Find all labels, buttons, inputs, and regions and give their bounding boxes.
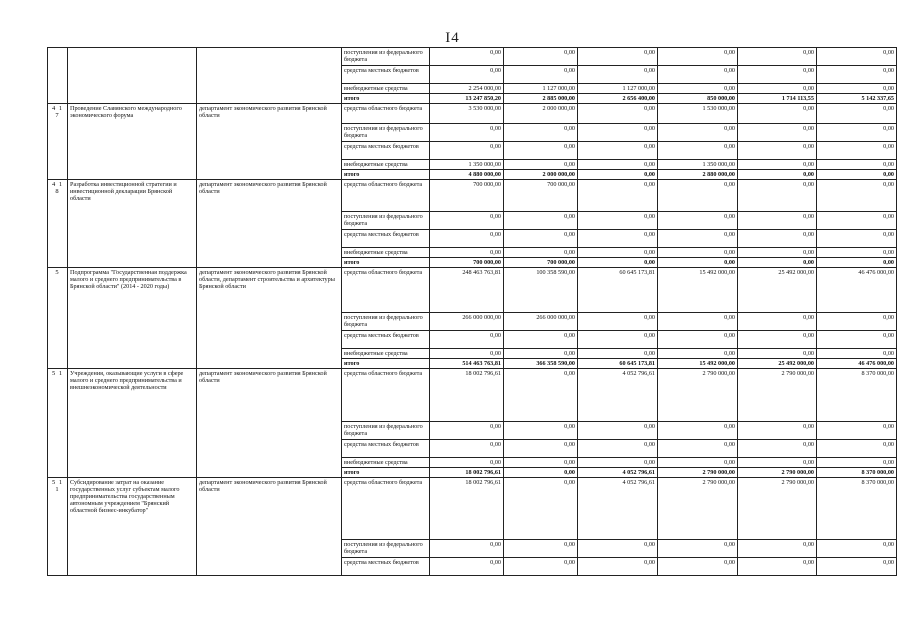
amount-cell: 0,00	[738, 170, 817, 180]
amount-cell: 0,00	[430, 349, 504, 359]
item-code: 5 1	[48, 369, 68, 478]
amount-cell: 0,00	[817, 160, 897, 170]
amount-cell: 0,00	[504, 422, 578, 440]
funding-source: поступления из федерального бюджета	[342, 48, 430, 66]
amount-cell: 0,00	[738, 66, 817, 84]
amount-cell: 0,00	[578, 313, 658, 331]
amount-cell: 60 645 173,81	[578, 268, 658, 313]
item-name: Учреждения, оказывающие услуги в сфере малого и среднего предпринимательства и внешнеэкономической деятельности	[68, 369, 197, 478]
amount-cell: 0,00	[430, 212, 504, 230]
amount-cell: 0,00	[738, 142, 817, 160]
amount-cell: 0,00	[578, 349, 658, 359]
amount-cell: 0,00	[430, 422, 504, 440]
table-row	[48, 180, 897, 212]
amount-cell: 0,00	[817, 440, 897, 458]
amount-cell: 0,00	[578, 440, 658, 458]
amount-cell: 25 492 000,00	[738, 359, 817, 369]
amount-cell: 366 358 590,00	[504, 359, 578, 369]
amount-cell: 0,00	[578, 331, 658, 349]
amount-cell: 0,00	[658, 540, 738, 558]
amount-cell: 0,00	[658, 230, 738, 248]
amount-cell: 0,00	[658, 248, 738, 258]
amount-cell: 0,00	[738, 349, 817, 359]
amount-cell: 8 370 000,00	[817, 468, 897, 478]
table-row	[48, 48, 897, 66]
amount-cell: 0,00	[738, 558, 817, 576]
item-name: Субсидирование затрат на оказание государственных услуг субъектам малого предпринимательства государственным автономным учреждением "Брянский областной бизнес-инкубатор"	[68, 478, 197, 576]
amount-cell: 0,00	[504, 230, 578, 248]
amount-cell: 0,00	[578, 212, 658, 230]
table-row	[48, 104, 897, 124]
funding-source: средства областного бюджета	[342, 180, 430, 212]
amount-cell: 100 358 590,00	[504, 268, 578, 313]
item-code: 4 1 7	[48, 104, 68, 180]
funding-source: средства местных бюджетов	[342, 142, 430, 160]
amount-cell: 0,00	[738, 248, 817, 258]
amount-cell: 0,00	[817, 124, 897, 142]
amount-cell: 0,00	[578, 170, 658, 180]
funding-source: средства местных бюджетов	[342, 440, 430, 458]
amount-cell: 0,00	[817, 540, 897, 558]
amount-cell: 0,00	[504, 48, 578, 66]
amount-cell: 0,00	[738, 84, 817, 94]
funding-source: средства областного бюджета	[342, 369, 430, 422]
amount-cell: 0,00	[504, 478, 578, 540]
amount-cell: 0,00	[658, 48, 738, 66]
amount-cell: 0,00	[658, 558, 738, 576]
item-name: Подпрограмма "Государственная поддержка малого и среднего предпринимательства в Брянской области" (2014 - 2020 годы)	[68, 268, 197, 369]
amount-cell: 0,00	[578, 48, 658, 66]
amount-cell: 18 002 796,61	[430, 369, 504, 422]
amount-cell: 0,00	[817, 248, 897, 258]
item-executor	[197, 48, 342, 104]
amount-cell: 25 492 000,00	[738, 268, 817, 313]
item-code: 5	[48, 268, 68, 369]
amount-cell: 0,00	[578, 124, 658, 142]
amount-cell: 0,00	[817, 180, 897, 212]
amount-cell: 0,00	[504, 212, 578, 230]
amount-cell: 2 254 000,00	[430, 84, 504, 94]
amount-cell: 46 476 000,00	[817, 359, 897, 369]
amount-cell: 4 052 796,61	[578, 478, 658, 540]
funding-source: средства местных бюджетов	[342, 230, 430, 248]
amount-cell: 0,00	[430, 248, 504, 258]
amount-cell: 0,00	[504, 458, 578, 468]
amount-cell: 248 463 763,81	[430, 268, 504, 313]
amount-cell: 2 790 000,00	[738, 369, 817, 422]
amount-cell: 13 247 850,20	[430, 94, 504, 104]
amount-cell: 2 790 000,00	[658, 468, 738, 478]
amount-cell: 18 002 796,61	[430, 478, 504, 540]
amount-cell: 266 000 000,00	[430, 313, 504, 331]
amount-cell: 0,00	[817, 84, 897, 94]
amount-cell: 0,00	[738, 440, 817, 458]
item-code: 4 1 8	[48, 180, 68, 268]
amount-cell: 0,00	[430, 458, 504, 468]
amount-cell: 0,00	[504, 248, 578, 258]
amount-cell: 0,00	[430, 558, 504, 576]
amount-cell: 0,00	[658, 66, 738, 84]
amount-cell: 2 790 000,00	[738, 468, 817, 478]
amount-cell: 0,00	[658, 258, 738, 268]
amount-cell: 0,00	[738, 230, 817, 248]
funding-source: поступления из федерального бюджета	[342, 313, 430, 331]
funding-source: средства местных бюджетов	[342, 66, 430, 84]
amount-cell: 0,00	[738, 458, 817, 468]
amount-cell: 0,00	[578, 66, 658, 84]
amount-cell: 0,00	[817, 142, 897, 160]
funding-source: итого	[342, 94, 430, 104]
amount-cell: 0,00	[504, 349, 578, 359]
amount-cell: 4 052 796,61	[578, 468, 658, 478]
amount-cell: 0,00	[817, 349, 897, 359]
amount-cell: 0,00	[578, 248, 658, 258]
amount-cell: 0,00	[504, 468, 578, 478]
amount-cell: 0,00	[658, 180, 738, 212]
amount-cell: 0,00	[658, 440, 738, 458]
amount-cell: 18 002 796,61	[430, 468, 504, 478]
amount-cell: 0,00	[738, 48, 817, 66]
funding-source: внебюджетные средства	[342, 349, 430, 359]
amount-cell: 1 714 113,55	[738, 94, 817, 104]
amount-cell: 4 880 000,00	[430, 170, 504, 180]
funding-source: поступления из федерального бюджета	[342, 212, 430, 230]
amount-cell: 700 000,00	[430, 180, 504, 212]
funding-source: поступления из федерального бюджета	[342, 124, 430, 142]
amount-cell: 5 142 337,65	[817, 94, 897, 104]
item-name	[68, 48, 197, 104]
item-executor: департамент экономического развития Брянской области	[197, 180, 342, 268]
amount-cell: 0,00	[578, 558, 658, 576]
funding-source: средства областного бюджета	[342, 478, 430, 540]
amount-cell: 0,00	[817, 422, 897, 440]
amount-cell: 0,00	[738, 422, 817, 440]
amount-cell: 0,00	[430, 48, 504, 66]
item-name: Разработка инвестиционной стратегии и инвестиционной декларации Брянской области	[68, 180, 197, 268]
amount-cell: 0,00	[817, 104, 897, 124]
amount-cell: 2 000 000,00	[504, 104, 578, 124]
amount-cell: 0,00	[658, 349, 738, 359]
item-name: Проведение Славянского международного экономического форума	[68, 104, 197, 180]
amount-cell: 0,00	[578, 258, 658, 268]
amount-cell: 0,00	[738, 331, 817, 349]
amount-cell: 0,00	[504, 142, 578, 160]
amount-cell: 8 370 000,00	[817, 369, 897, 422]
amount-cell: 266 000 000,00	[504, 313, 578, 331]
funding-source: поступления из федерального бюджета	[342, 422, 430, 440]
amount-cell: 15 492 000,00	[658, 359, 738, 369]
amount-cell: 0,00	[658, 331, 738, 349]
amount-cell: 700 000,00	[504, 180, 578, 212]
amount-cell: 1 350 000,00	[430, 160, 504, 170]
amount-cell: 0,00	[817, 331, 897, 349]
amount-cell: 700 000,00	[504, 258, 578, 268]
table-row	[48, 478, 897, 540]
amount-cell: 0,00	[430, 66, 504, 84]
amount-cell: 2 000 000,00	[504, 170, 578, 180]
amount-cell: 514 463 763,81	[430, 359, 504, 369]
item-executor: департамент экономического развития Брянской области	[197, 369, 342, 478]
amount-cell: 0,00	[658, 124, 738, 142]
page-number: I4	[445, 30, 460, 46]
amount-cell: 0,00	[504, 66, 578, 84]
amount-cell: 1 127 000,00	[578, 84, 658, 94]
amount-cell: 0,00	[817, 48, 897, 66]
amount-cell: 2 790 000,00	[658, 369, 738, 422]
amount-cell: 8 370 000,00	[817, 478, 897, 540]
amount-cell: 4 052 796,61	[578, 369, 658, 422]
table-row	[48, 369, 897, 422]
funding-source: итого	[342, 359, 430, 369]
funding-source: поступления из федерального бюджета	[342, 540, 430, 558]
funding-source: внебюджетные средства	[342, 160, 430, 170]
amount-cell: 2 885 000,00	[504, 94, 578, 104]
item-code	[48, 48, 68, 104]
amount-cell: 0,00	[817, 66, 897, 84]
amount-cell: 15 492 000,00	[658, 268, 738, 313]
funding-source: средства местных бюджетов	[342, 331, 430, 349]
amount-cell: 0,00	[504, 440, 578, 458]
amount-cell: 0,00	[658, 458, 738, 468]
amount-cell: 850 000,00	[658, 94, 738, 104]
amount-cell: 2 656 400,00	[578, 94, 658, 104]
funding-source: средства местных бюджетов	[342, 558, 430, 576]
amount-cell: 0,00	[578, 230, 658, 248]
amount-cell: 0,00	[738, 540, 817, 558]
amount-cell: 0,00	[738, 124, 817, 142]
funding-source: внебюджетные средства	[342, 248, 430, 258]
amount-cell: 0,00	[430, 124, 504, 142]
amount-cell: 0,00	[504, 540, 578, 558]
amount-cell: 1 530 000,00	[658, 104, 738, 124]
amount-cell: 0,00	[430, 540, 504, 558]
item-code: 5 1 1	[48, 478, 68, 576]
amount-cell: 0,00	[738, 160, 817, 170]
table-row	[48, 268, 897, 313]
amount-cell: 0,00	[430, 142, 504, 160]
amount-cell: 0,00	[504, 124, 578, 142]
amount-cell: 2 790 000,00	[658, 478, 738, 540]
amount-cell: 0,00	[658, 142, 738, 160]
amount-cell: 0,00	[658, 422, 738, 440]
amount-cell: 2 880 000,00	[658, 170, 738, 180]
item-executor: департамент экономического развития Брянской области	[197, 478, 342, 576]
funding-source: итого	[342, 170, 430, 180]
amount-cell: 0,00	[658, 212, 738, 230]
amount-cell: 0,00	[430, 331, 504, 349]
item-executor: департамент экономического развития Брянской области, департамент строительства и архитектуры Брянской области	[197, 268, 342, 369]
funding-source: средства областного бюджета	[342, 268, 430, 313]
amount-cell: 3 530 000,00	[430, 104, 504, 124]
amount-cell: 0,00	[817, 258, 897, 268]
amount-cell: 0,00	[738, 313, 817, 331]
amount-cell: 1 127 000,00	[504, 84, 578, 94]
amount-cell: 0,00	[578, 160, 658, 170]
funding-source: итого	[342, 258, 430, 268]
amount-cell: 0,00	[578, 180, 658, 212]
funding-source: внебюджетные средства	[342, 84, 430, 94]
amount-cell: 0,00	[817, 170, 897, 180]
amount-cell: 0,00	[817, 212, 897, 230]
amount-cell: 700 000,00	[430, 258, 504, 268]
amount-cell: 0,00	[738, 212, 817, 230]
funding-source: внебюджетные средства	[342, 458, 430, 468]
amount-cell: 0,00	[738, 104, 817, 124]
amount-cell: 0,00	[817, 230, 897, 248]
amount-cell: 0,00	[738, 180, 817, 212]
budget-table	[47, 47, 897, 576]
amount-cell: 0,00	[504, 558, 578, 576]
amount-cell: 0,00	[578, 540, 658, 558]
amount-cell: 2 790 000,00	[738, 478, 817, 540]
amount-cell: 0,00	[817, 558, 897, 576]
amount-cell: 1 350 000,00	[658, 160, 738, 170]
funding-source: средства областного бюджета	[342, 104, 430, 124]
amount-cell: 60 645 173,81	[578, 359, 658, 369]
amount-cell: 0,00	[504, 331, 578, 349]
funding-source: итого	[342, 468, 430, 478]
amount-cell: 0,00	[578, 104, 658, 124]
amount-cell: 0,00	[578, 142, 658, 160]
amount-cell: 0,00	[504, 160, 578, 170]
amount-cell: 0,00	[578, 458, 658, 468]
amount-cell: 46 476 000,00	[817, 268, 897, 313]
item-executor: департамент экономического развития Брянской области	[197, 104, 342, 180]
amount-cell: 0,00	[658, 313, 738, 331]
amount-cell: 0,00	[817, 458, 897, 468]
amount-cell: 0,00	[817, 313, 897, 331]
amount-cell: 0,00	[430, 440, 504, 458]
amount-cell: 0,00	[430, 230, 504, 248]
amount-cell: 0,00	[658, 84, 738, 94]
amount-cell: 0,00	[738, 258, 817, 268]
amount-cell: 0,00	[578, 422, 658, 440]
amount-cell: 0,00	[504, 369, 578, 422]
